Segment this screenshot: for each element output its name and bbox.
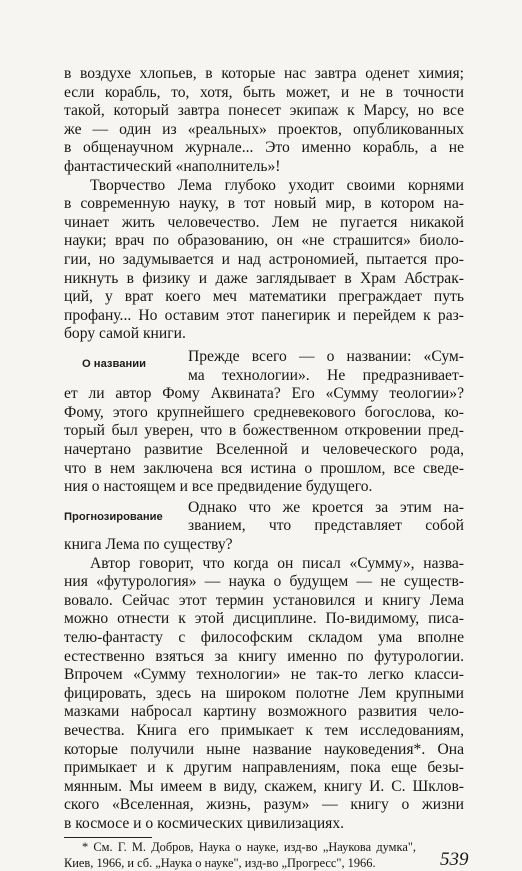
body-line: науки; врач по образованию, он «не страшится» биоло- (64, 232, 464, 250)
body-line: вовало. Сейчас этот термин установился и книгу Лема (64, 591, 464, 609)
body-line: примыкает и к другим направлениям, пока еще безы- (64, 759, 464, 777)
body-line: званием, что представляет собой (188, 517, 464, 535)
body-line: мазками набросал картину возможного развития чело- (64, 703, 464, 721)
body-line: книга Лема по существу? (64, 536, 233, 553)
body-line: чинает жить человечество. Лем не пугается никакой (64, 213, 464, 231)
body-line: торый был уверен, что в божественном откровении пред- (64, 422, 464, 440)
body-line: вечества. Книга его примыкает к тем исследованиям, (64, 722, 464, 739)
body-line: же — один из «реальных» проектов, опубликованных (64, 120, 464, 138)
body-line: в современную науку, в тот новый мир, в котором на- (64, 195, 464, 213)
body-line: фицировать, здесь на широком полотне Лем крупными (64, 684, 464, 702)
body-line: в космосе и о космических цивилизациях. (64, 815, 345, 832)
body-line: в общенаучном журнале... Это именно корабль, а не (64, 139, 464, 157)
footnote-line: * См. Г. М. Добров, Наука о науке, изд-во „Наукова думка", (82, 839, 416, 854)
footnote-rule (64, 837, 152, 838)
body-line: мянным. Мы имеем в виду, скажем, книгу И. С. Шклов- (64, 777, 464, 795)
body-line: ния «футурология» — наука о будущем — не существ- (64, 573, 464, 591)
body-line: что в нем заключена вся истина о прошлом, все сведе- (64, 459, 464, 477)
body-line: ет ли автор Фому Аквината? Его «Сумму теологии»? (64, 385, 464, 403)
section-heading-forecasting: Прогнозирование (64, 510, 163, 523)
body-line: начертано развитие Вселенной и человеческого рода, (64, 441, 464, 458)
body-line: такой, который завтра понесет экипаж к Марсу, но все (64, 102, 464, 120)
body-line: в воздухе хлопьев, в которые нас завтра оденет химия; (64, 65, 464, 82)
body-line: Однако что же кроется за этим на- (188, 498, 464, 516)
body-line: никнуть в физику и даже заглядывает в Храм Абстрак- (64, 269, 464, 287)
body-line: Фому, этого крупнейшего средневекового богослова, ко- (64, 403, 464, 421)
body-line: профану... Но оставим этот панегирик и перейдем к раз- (64, 306, 464, 324)
body-line: Впрочем «Сумму технологии» не так-то легко класси- (64, 666, 464, 684)
body-line: ций, у врат коего меч математики преграждает путь (64, 288, 464, 306)
section-heading-title: О названии (82, 358, 146, 370)
body-line: ма технологии». Не предразнивает- (188, 366, 464, 384)
body-line: ния о настоящем и все предвидение будущего. (64, 478, 373, 496)
paragraph-first-line: Творчество Лема глубоко уходит своими корнями (90, 176, 464, 194)
body-line: ского «Вселенная, жизнь, разум» — книгу о жизни (64, 796, 464, 814)
body-line: телю-фантасту с философским складом ума вполне (64, 629, 464, 646)
footnote-line: Киев, 1966, и сб. „Наука о науке", изд-во „Прогресс", 1966. (64, 855, 376, 870)
body-line: можно отнести к этой дисциплине. По-видимому, писа- (64, 610, 464, 628)
body-line: Прежде всего — о названии: «Сум- (188, 348, 464, 365)
body-line: которые получили ныне название науковедения*. Она (64, 740, 464, 758)
body-line: бору самой книги. (64, 325, 186, 343)
body-line: естественно взяться за книгу именно по футурологии. (64, 647, 464, 665)
body-line: фантастический «наполнитель»! (64, 158, 281, 175)
body-line: если корабль, то, хотя, быть может, и не в точности (64, 83, 464, 101)
body-line: гии, но задумывается и над астрономией, пытается про- (64, 251, 464, 268)
page-number: 539 (440, 848, 469, 870)
paragraph-first-line: Автор говорит, что когда он писал «Сумму», назва- (90, 554, 464, 572)
